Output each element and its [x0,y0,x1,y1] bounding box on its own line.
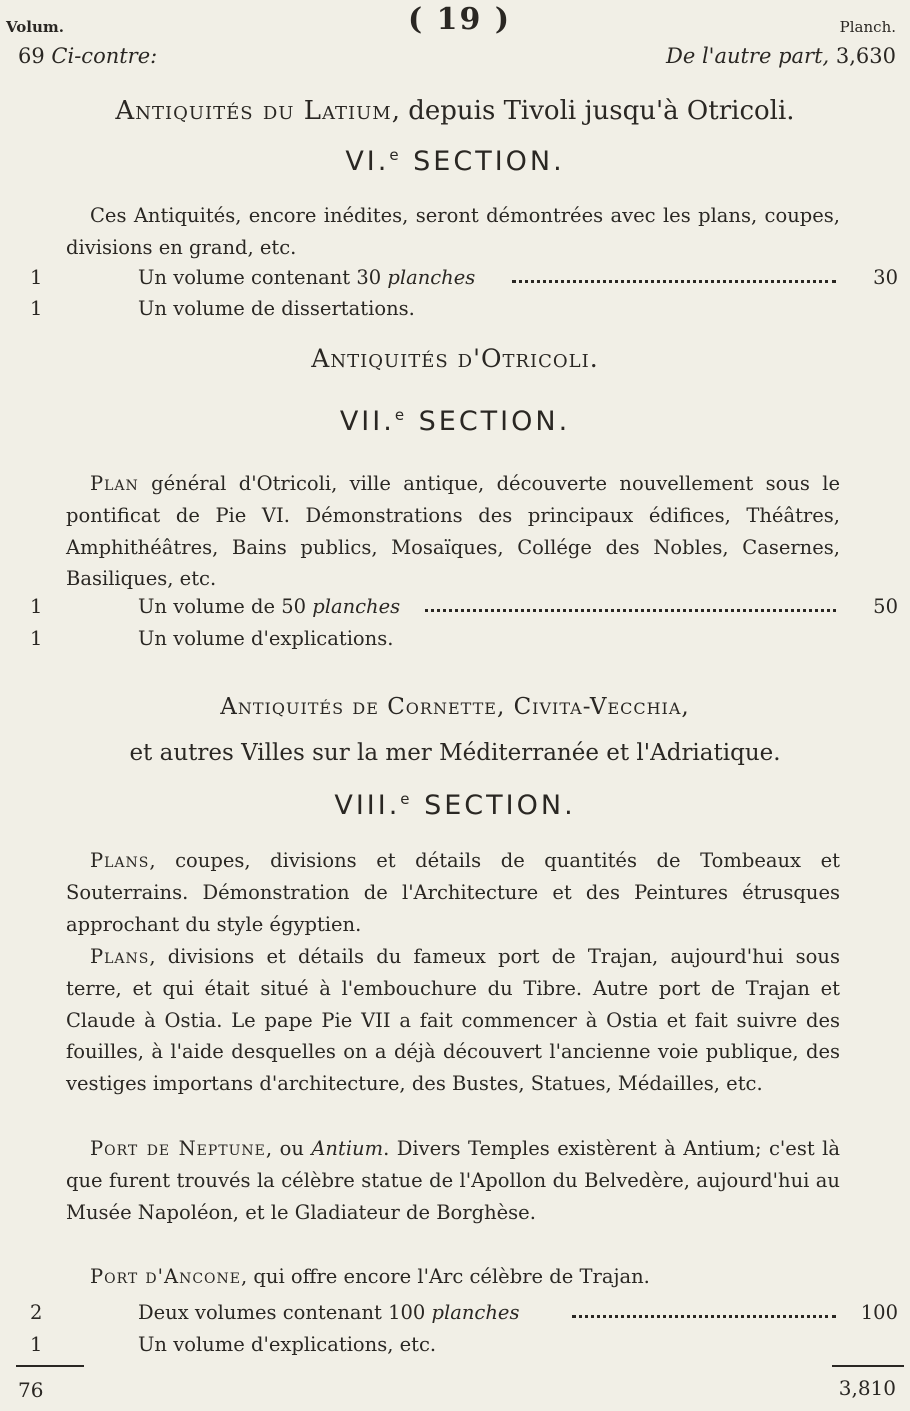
page-number: ( 19 ) [408,2,512,37]
carry-right-label: De l'autre part, [666,44,830,68]
entry-volumes: 1 [30,595,43,618]
section6-heading: VI.$^e$ SECTION. [345,146,565,177]
total-plates: 3,810 [838,1376,896,1400]
section8-entry-1 [0,1301,910,1332]
section8-entry-2 [0,1333,910,1364]
section8-paragraph-1: Plans, coupes, divisions et détails de quantités de Tombeaux et Souterrains. Démonstration de l'Architecture et des Peintures étrusques approchant du style égyptien. [66,849,840,936]
entry-text: Un volume de 50 planches [138,595,401,618]
section7-title: Antiquités d'Otricoli. [311,344,599,373]
section8-paragraph-3: Port de Neptune, ou Antium. Divers Temples existèrent à Antium; c'est là que furent trouvés la célèbre statue de l'Apollon du Belvedère, aujourd'hui au Musée Napoléon, et le Gladiateur de Borghèse. [66,1137,840,1224]
section8-paragraph-4: Port d'Ancone, qui offre encore l'Arc célèbre de Trajan. [90,1265,650,1288]
carry-right-value: 3,630 [835,44,896,68]
carry-left-number: 69 [18,44,45,68]
section8-title-line1: Antiquités de Cornette, Civita-Vecchia, [220,694,690,720]
carry-left-label: Ci-contre: [51,44,158,68]
section8-title-line2: et autres Villes sur la mer Méditerranée et l'Adriatique. [129,740,781,766]
section6-entry-2 [0,297,910,328]
section6-paragraph: Ces Antiquités, encore inédites, seront démontrées avec les plans, coupes, divisions en grand, etc. [66,204,840,259]
volumes-column-label: Volum. [6,18,64,36]
leader-dots [512,280,836,283]
section7-entry-1 [0,595,910,626]
entry-text: Un volume contenant 30 planches [138,266,476,289]
section7-heading: VII.$^e$ SECTION. [339,406,571,437]
carry-over-right [666,44,896,68]
entry-volumes: 1 [30,627,43,650]
entry-volumes: 1 [30,266,43,289]
section8-paragraph-2: Plans, divisions et détails du fameux port de Trajan, aujourd'hui sous terre, et qui était situé à l'embouchure du Tibre. Autre port de Trajan et Claude à Ostia. Le pape Pie VII a fait commencer à Ostia et fait suivre des fouilles, à l'aide desquelles on a déjà découvert l'ancienne voie publique, des vestiges importans d'architecture, des Bustes, Statues, Médailles, etc. [66,945,840,1096]
entry-text: Un volume de dissertations. [138,297,415,320]
total-rule-left [16,1365,84,1367]
total-rule-right [832,1365,904,1367]
section7-paragraph: Plan général d'Otricoli, ville antique, découverte nouvellement sous le pontificat de Pie VI. Démonstrations des principaux édifices, Théâtres, Amphithéâtres, Bains publics, Mosaïques, Collége des Nobles, Casernes, Basiliques, etc. [66,472,840,591]
entry-text: Deux volumes contenant 100 planches [138,1301,520,1324]
section6-title-region: Antiquités du Latium [115,96,392,126]
entry-volumes: 1 [30,1333,43,1356]
entry-plates: 30 [873,266,898,289]
entry-plates: 50 [873,595,898,618]
section8-heading: VIII.$^e$ SECTION. [334,790,576,821]
entry-volumes: 1 [30,297,43,320]
plates-column-label: Planch. [839,18,896,36]
entry-volumes: 2 [30,1301,43,1324]
entry-text: Un volume d'explications, etc. [138,1333,437,1356]
section6-title-range: , depuis Tivoli jusqu'à Otricoli. [391,96,795,126]
carry-over-left [18,44,157,68]
leader-dots [572,1315,836,1318]
section6-entry-1 [0,266,910,297]
section6-title [0,96,910,126]
total-volumes: 76 [18,1378,44,1402]
section7-entry-2 [0,627,910,658]
entry-text: Un volume d'explications. [138,627,394,650]
entry-plates: 100 [860,1301,898,1324]
leader-dots [425,609,836,612]
